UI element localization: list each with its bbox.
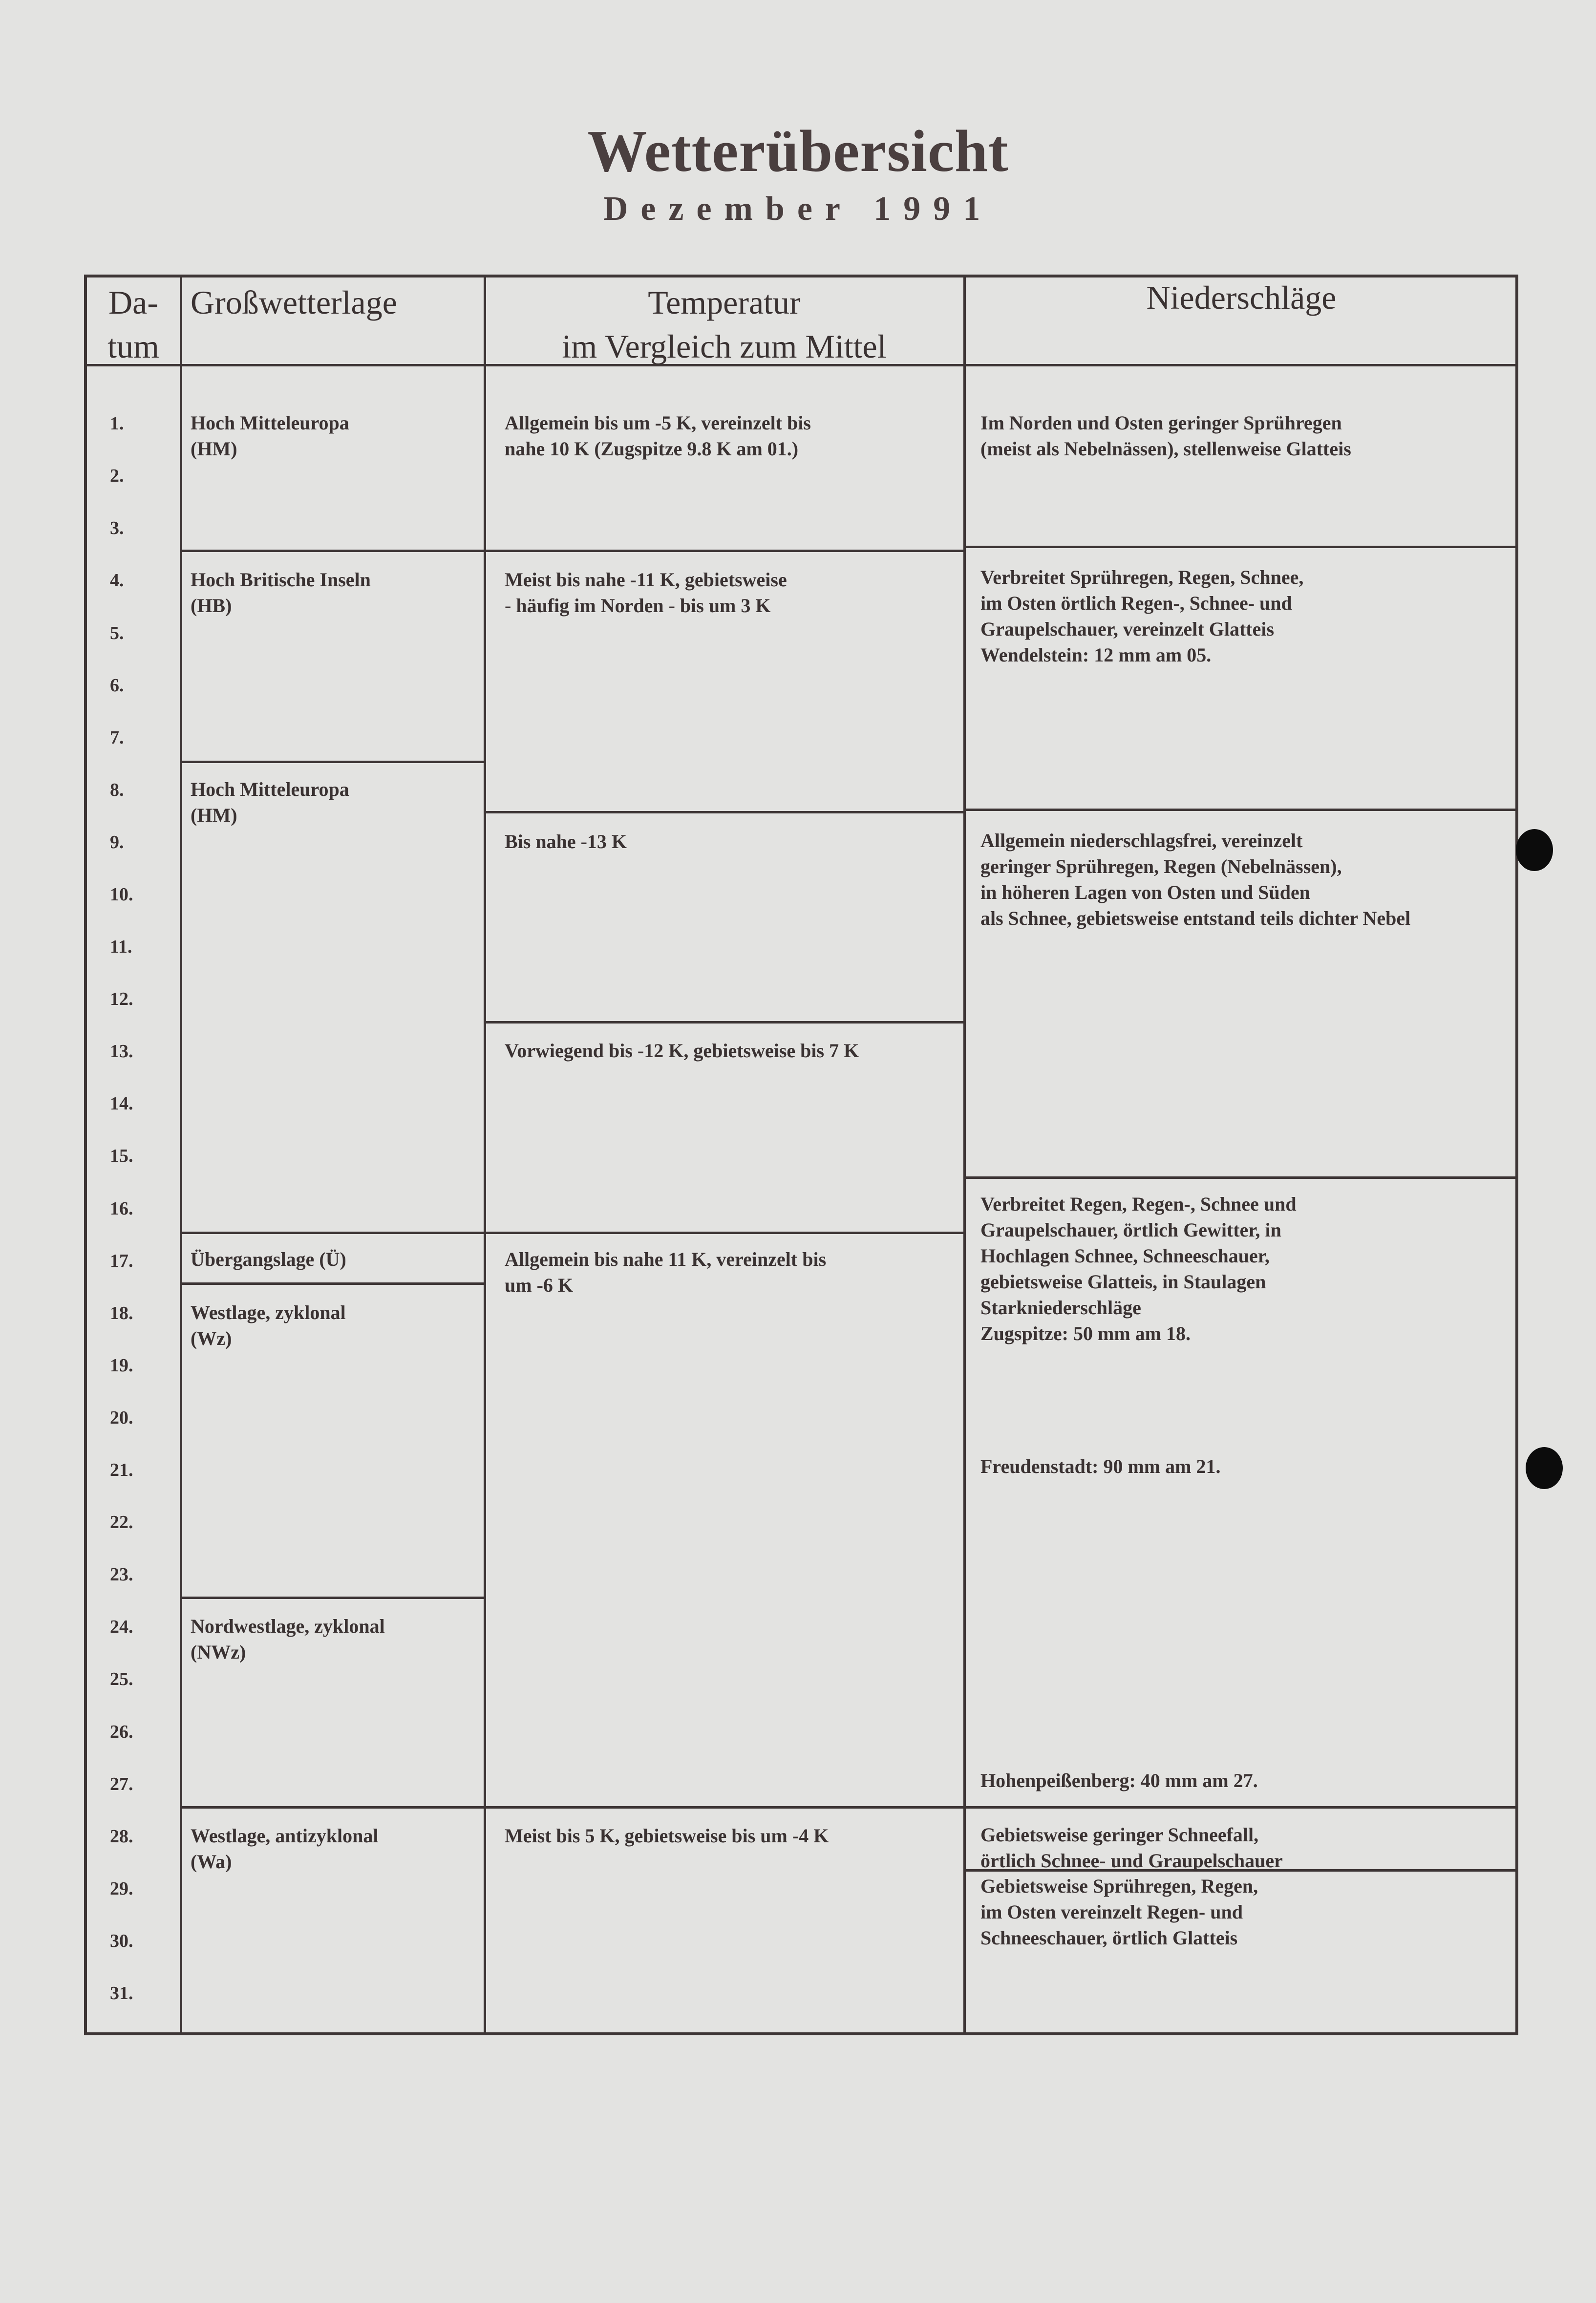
day-number: 10. [110, 884, 133, 905]
row-divider [964, 546, 1518, 548]
niederschlaege-cell: Gebietsweise geringer Schneefall, örtlich Schnee- und Graupelschauer [980, 1824, 1283, 1872]
day-number: 22. [110, 1512, 133, 1533]
punch-hole [1526, 1447, 1563, 1489]
day-number: 17. [110, 1251, 133, 1271]
day-number: 8. [110, 780, 124, 800]
row-divider [964, 1806, 1518, 1809]
column-divider [963, 275, 966, 2035]
niederschlaege-cell: Allgemein niederschlagsfrei, vereinzelt geringer Sprühregen, Regen (Nebelnässen), in höheren Lagen von Osten und Süden als Schnee, gebietsweise entstand teils dichter Nebel [980, 830, 1411, 929]
day-number: 4. [110, 570, 124, 591]
column-divider [180, 275, 182, 2035]
grosswetterlage-cell: Westlage, zyklonal (Wz) [191, 1301, 346, 1349]
niederschlaege-cell: Verbreitet Regen, Regen-, Schnee und Graupelschauer, örtlich Gewitter, in Hochlagen Schnee, Schneeschauer, gebietsweise Glatteis, in Staulagen Starkniederschläge Zugspitze: 50 mm am 18. [980, 1193, 1297, 1344]
header-niederschlaege: Niederschläge [1146, 279, 1337, 316]
day-number: 14. [110, 1093, 133, 1114]
page-title: Wetterübersicht [587, 118, 1009, 184]
niederschlaege-cell: Gebietsweise Sprühregen, Regen, im Osten vereinzelt Regen- und Schneeschauer, örtlich Glatteis [980, 1875, 1258, 1949]
day-number: 23. [110, 1564, 133, 1585]
row-divider [485, 1232, 964, 1234]
temperatur-cell: Bis nahe -13 K [505, 831, 627, 853]
day-number: 25. [110, 1669, 133, 1689]
header-temperatur: Temperatur im Vergleich zum Mittel [562, 284, 887, 365]
day-number: 5. [110, 623, 124, 643]
temperatur-cell: Meist bis nahe -11 K, gebietsweise - häufig im Norden - bis um 3 K [505, 569, 787, 617]
day-number: 9. [110, 832, 124, 853]
row-divider [181, 1282, 485, 1285]
grosswetterlage-cell: Hoch Mitteleuropa (HM) [191, 412, 349, 460]
row-divider [485, 1021, 964, 1024]
day-number: 28. [110, 1826, 133, 1847]
day-number: 20. [110, 1407, 133, 1428]
grosswetterlage-cell: Übergangslage (Ü) [191, 1248, 346, 1270]
day-number: 31. [110, 1983, 133, 2004]
day-number: 15. [110, 1146, 133, 1166]
row-divider [485, 811, 964, 813]
temperatur-cell: Vorwiegend bis -12 K, gebietsweise bis 7 K [505, 1040, 859, 1062]
page-subtitle: Dezember 1991 [603, 190, 993, 228]
day-number: 29. [110, 1878, 133, 1899]
row-divider [964, 809, 1518, 811]
row-divider [485, 1806, 964, 1809]
temperatur-cell: Allgemein bis um -5 K, vereinzelt bis nahe 10 K (Zugspitze 9.8 K am 01.) [505, 412, 811, 460]
row-divider [181, 1232, 485, 1234]
day-number: 19. [110, 1355, 133, 1376]
temperatur-cell: Allgemein bis nahe 11 K, vereinzelt bis um -6 K [505, 1248, 827, 1296]
header-datum: Da- tum [107, 284, 159, 365]
grosswetterlage-cell: Nordwestlage, zyklonal (NWz) [191, 1615, 385, 1663]
row-divider [485, 550, 964, 552]
row-divider [181, 1597, 485, 1599]
day-number: 30. [110, 1931, 133, 1951]
day-number: 7. [110, 727, 124, 748]
niederschlaege-cell: Im Norden und Osten geringer Sprühregen (meist als Nebelnässen), stellenweise Glatteis [980, 412, 1351, 460]
day-number: 3. [110, 518, 124, 538]
niederschlaege-cell: Hohenpeißenberg: 40 mm am 27. [980, 1770, 1258, 1791]
row-divider [181, 550, 485, 552]
day-number: 1. [110, 413, 124, 434]
niederschlaege-cell: Verbreitet Sprühregen, Regen, Schnee, im Osten örtlich Regen-, Schnee- und Graupelschauer, vereinzelt Glatteis Wendelstein: 12 mm am 05. [980, 566, 1304, 666]
header-grosswetterlage: Großwetterlage [191, 284, 397, 321]
day-number: 2. [110, 466, 124, 486]
day-number: 13. [110, 1041, 133, 1062]
punch-hole [1516, 829, 1553, 871]
row-divider [964, 1176, 1518, 1179]
day-number: 24. [110, 1617, 133, 1637]
grosswetterlage-cell: Hoch Britische Inseln (HB) [191, 569, 371, 617]
day-number: 11. [110, 937, 132, 957]
grosswetterlage-cell: Hoch Mitteleuropa (HM) [191, 778, 349, 826]
temperatur-cell: Meist bis 5 K, gebietsweise bis um -4 K [505, 1825, 829, 1847]
row-divider [181, 761, 485, 763]
day-number: 12. [110, 989, 133, 1009]
weather-table [84, 275, 1518, 2035]
niederschlaege-cell: Freudenstadt: 90 mm am 21. [980, 1455, 1221, 1477]
day-number: 26. [110, 1722, 133, 1742]
day-number: 27. [110, 1774, 133, 1794]
day-number: 16. [110, 1198, 133, 1219]
day-number: 6. [110, 675, 124, 696]
row-divider [181, 1806, 485, 1809]
column-divider [484, 275, 486, 2035]
grosswetterlage-cell: Westlage, antizyklonal (Wa) [191, 1825, 379, 1873]
day-number: 21. [110, 1460, 133, 1480]
day-number: 18. [110, 1303, 133, 1323]
